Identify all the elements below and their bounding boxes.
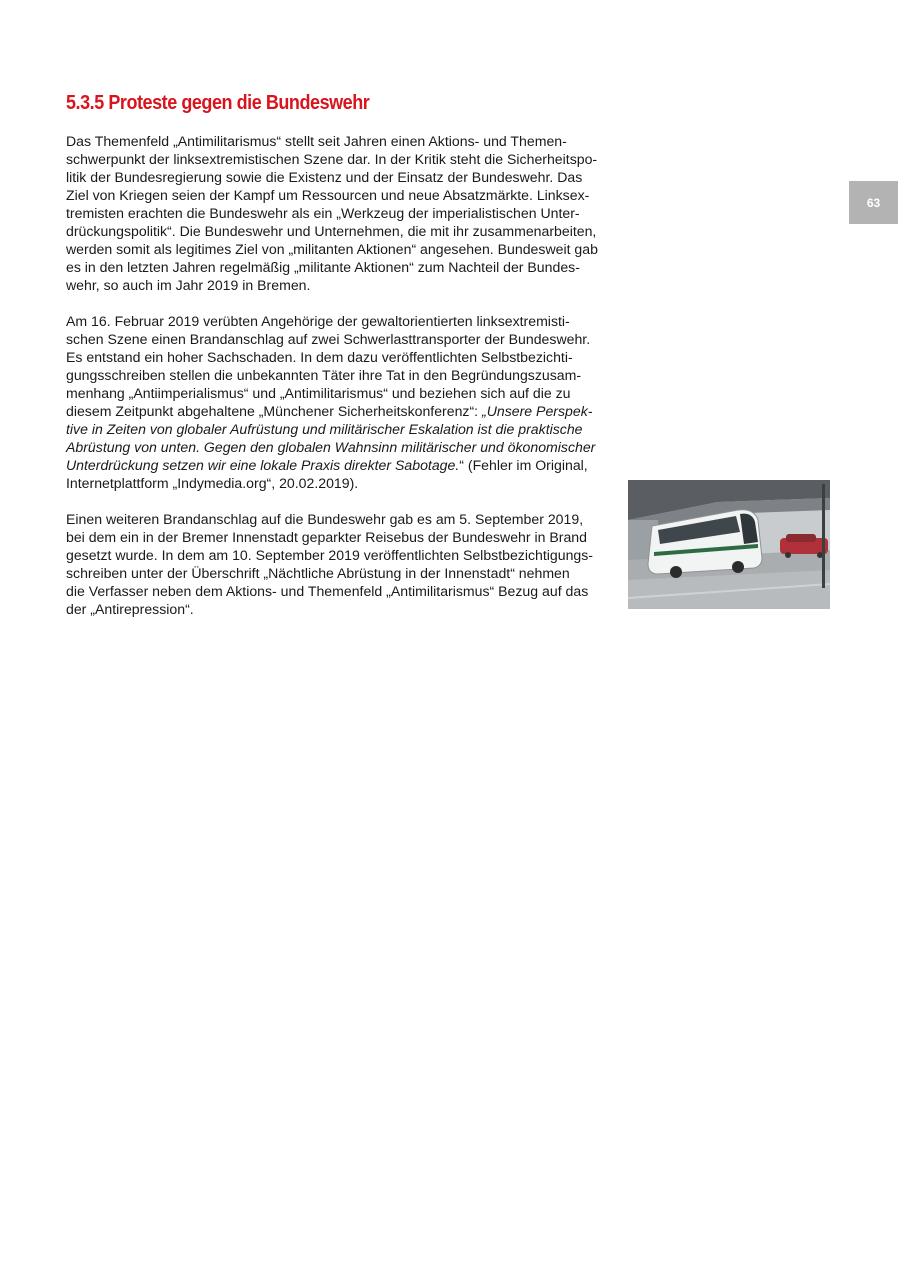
text-line: werden somit als legitimes Ziel von „militanten Aktionen“ angesehen. Bundesweit gab bbox=[66, 241, 598, 257]
text-line: schreiben unter der Überschrift „Nächtliche Abrüstung in der Innenstadt“ nehmen bbox=[66, 565, 570, 581]
text-line bbox=[66, 456, 611, 474]
text-line: wehr, so auch im Jahr 2019 in Bremen. bbox=[66, 277, 311, 293]
quote-segment: Unterdrückung setzen wir eine lokale Praxis direkter Sabotage. bbox=[66, 457, 460, 473]
text-line: Ziel von Kriegen seien der Kampf um Ressourcen und neue Absatzmärkte. Linksex- bbox=[66, 187, 590, 203]
sign-pole bbox=[822, 484, 825, 588]
quote-segment: tive in Zeiten von globaler Aufrüstung und militärischer Eskalation ist die praktische bbox=[66, 421, 583, 437]
paragraph-2 bbox=[66, 312, 611, 492]
text-line: Es entstand ein hoher Sachschaden. In dem dazu veröffentlichten Selbstbezichti- bbox=[66, 349, 573, 365]
bus-photo bbox=[628, 480, 830, 609]
paragraph-3 bbox=[66, 510, 611, 618]
text-line: gungsschreiben stellen die unbekannten Täter ihre Tat in den Begründungszusam- bbox=[66, 367, 582, 383]
text-line: es in den letzten Jahren regelmäßig „militante Aktionen“ zum Nachteil der Bundes- bbox=[66, 259, 580, 275]
text-segment: diesem Zeitpunkt abgehaltene „Münchener Sicherheitskonferenz“: bbox=[66, 403, 482, 419]
text-line: bei dem ein in der Bremer Innenstadt geparkter Reisebus der Bundeswehr in Brand bbox=[66, 529, 587, 545]
quote-segment: Abrüstung von unten. Gegen den globalen Wahnsinn militärischer und ökonomischer bbox=[66, 439, 596, 455]
quote-segment: „Unsere Perspek- bbox=[482, 403, 593, 419]
text-line: die Verfasser neben dem Aktions- und Themenfeld „Antimilitarismus“ Bezug auf das bbox=[66, 583, 589, 599]
page-number: 63 bbox=[866, 195, 881, 210]
quote-line bbox=[66, 438, 611, 456]
section-heading: 5.3.5 Proteste gegen die Bundeswehr bbox=[66, 92, 370, 114]
text-line: tremisten erachten die Bundeswehr als ein „Werkzeug der imperialistischen Unter- bbox=[66, 205, 580, 221]
bus-wheel bbox=[732, 561, 744, 573]
text-line bbox=[66, 402, 611, 420]
body-text bbox=[66, 132, 611, 636]
bus-photo-illustration bbox=[628, 480, 830, 609]
text-line: der „Antirepression“. bbox=[66, 601, 194, 617]
text-line: Einen weiteren Brandanschlag auf die Bundeswehr gab es am 5. September 2019, bbox=[66, 511, 584, 527]
text-line: menhang „Antiimperialismus“ und „Antimilitarismus“ und beziehen sich auf die zu bbox=[66, 385, 571, 401]
text-line: litik der Bundesregierung sowie die Existenz und der Einsatz der Bundeswehr. Das bbox=[66, 169, 583, 185]
quote-line bbox=[66, 420, 611, 438]
text-line: gesetzt wurde. In dem am 10. September 2019 veröffentlichten Selbstbezichtigungs- bbox=[66, 547, 593, 563]
page-number-tab bbox=[849, 181, 898, 224]
text-line: Das Themenfeld „Antimilitarismus“ stellt seit Jahren einen Aktions- und Themen- bbox=[66, 133, 567, 149]
text-line: schwerpunkt der linksextremistischen Szene dar. In der Kritik steht die Sicherheitspo- bbox=[66, 151, 598, 167]
text-line: Am 16. Februar 2019 verübten Angehörige der gewaltorientierten linksextremisti- bbox=[66, 313, 570, 329]
bus-wheel bbox=[670, 566, 682, 578]
text-segment: “ (Fehler im Original, bbox=[459, 457, 588, 473]
text-line: schen Szene einen Brandanschlag auf zwei Schwerlasttransporter der Bundeswehr. bbox=[66, 331, 591, 347]
paragraph-1 bbox=[66, 132, 611, 294]
text-line: Internetplattform „Indymedia.org“, 20.02.2019). bbox=[66, 475, 359, 491]
text-line: drückungspolitik“. Die Bundeswehr und Unternehmen, die mit ihr zusammenarbeiten, bbox=[66, 223, 597, 239]
